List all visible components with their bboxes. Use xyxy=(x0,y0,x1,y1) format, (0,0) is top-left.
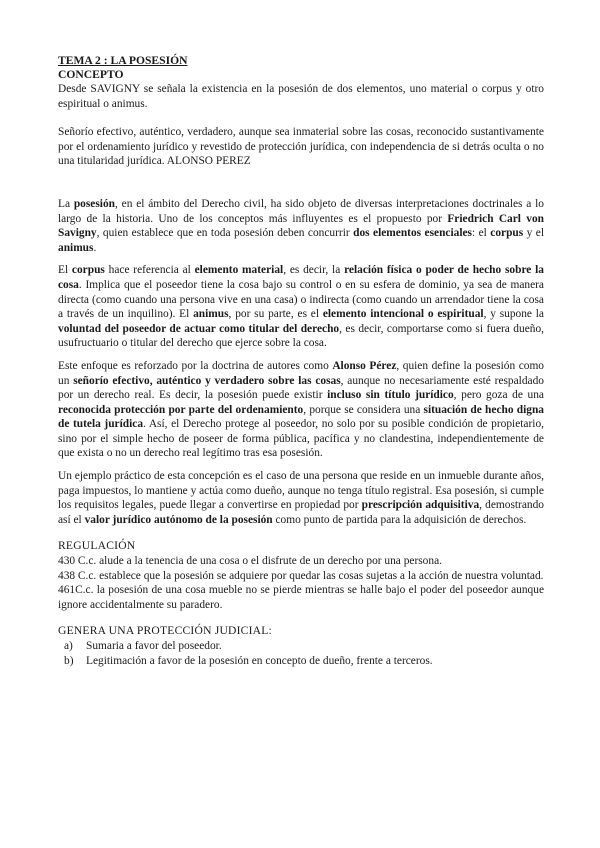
list-marker: b) xyxy=(64,654,74,667)
regulation-heading: REGULACIÓN xyxy=(58,539,136,553)
paragraph-savigny: La posesión, en el ámbito del Derecho civil, ha sido objeto de diversas interpretaciones doctrinales a lo largo de la historia. Uno de los conceptos más influyentes es el propuesto por Friedrich Carl von Savigny, quien establece que en toda posesión deben concurrir dos elementos esenciales: el corpus y el animus. xyxy=(58,197,544,254)
paragraph-alonso-perez: Este enfoque es reforzado por la doctrina de autores como Alonso Pérez, quien define la posesión como un señorío efectivo, auténtico y verdadero sobre las cosas, aunque no necesariamente esté respaldado por un derecho real. Es decir, la posesión puede existir incluso sin título jurídico, pero goza de una reconocida protección por parte del ordenamiento, porque se considera una situación de hecho digna de tutela jurídica. Así, el Derecho protege al poseedor, no solo por su posible condición de propietario, sino por el simple hecho de poseer de forma pública, pacífica y no clandestina, independientemente de que exista o no un derecho real legítimo tras esa posesión. xyxy=(58,359,544,460)
list-item xyxy=(64,654,544,669)
paragraph-example: Un ejemplo práctico de esta concepción es el caso de una persona que reside en un inmueble durante años, paga impuestos, lo mantiene y actúa como dueño, aunque no tenga título registral. Esa posesión, si cumple los requisitos legales, puede llegar a convertirse en propiedad por prescripción adquisitiva, demostrando así el valor jurídico autónomo de la posesión como punto de partida para la adquisición de derechos. xyxy=(58,470,544,526)
document-page xyxy=(58,54,544,668)
list-item-text: Legitimación a favor de la posesión en concepto de dueño, frente a terceros. xyxy=(86,654,433,667)
paragraph-corpus-animus: El corpus hace referencia al elemento material, es decir, la relación física o poder de hecho sobre la cosa. Implica que el poseedor tiene la cosa bajo su control o en su esfera de dominio, ya sea de manera directa (como cuando una persona vive en una casa) o indirecta (como cuando un arrendador tiene la cosa a través de un inquilino). El animus, por su parte, es el elemento intencional o espiritual, y supone la voluntad del poseedor de actuar como titular del derecho, es decir, comportarse como si fuera dueño, usufructuario o titular del derecho que ejerce sobre la cosa. xyxy=(58,264,545,350)
list-item xyxy=(64,639,544,654)
list-item-text: Sumaria a favor del poseedor. xyxy=(86,640,222,652)
protection-heading: GENERA UNA PROTECCIÓN JUDICIAL: xyxy=(58,624,272,638)
intro-paragraph-1: Desde SAVIGNY se señala la existencia en la posesión de dos elementos, uno material o corpus y otro espiritual o animus. xyxy=(58,83,544,110)
regulation-line: 438 C.c. establece que la posesión se adquiere por quedar las cosas sujetas a la acción de nuestra voluntad. xyxy=(58,569,544,582)
list-marker: a) xyxy=(64,640,73,652)
intro-paragraph-2: Señorío efectivo, auténtico, verdadero, aunque sea inmaterial sobre las cosas, reconocido sustantivamente por el ordenamiento jurídico y revestido de protección jurídica, con independencia de si detrás oculta o no una titularidad jurídica. ALONSO PEREZ xyxy=(58,126,544,168)
regulation-line: 461C.c. la posesión de una cosa mueble no se pierde mientras se halle bajo el poder del poseedor aunque ignore accidentalmente su paradero. xyxy=(58,584,544,611)
document-title: TEMA 2 : LA POSESIÓN xyxy=(58,54,188,67)
protection-list xyxy=(58,639,544,668)
concept-heading: CONCEPTO xyxy=(58,68,124,81)
regulation-line: 430 C.c. alude a la tenencia de una cosa o el disfrute de un derecho por una persona. xyxy=(58,555,442,568)
